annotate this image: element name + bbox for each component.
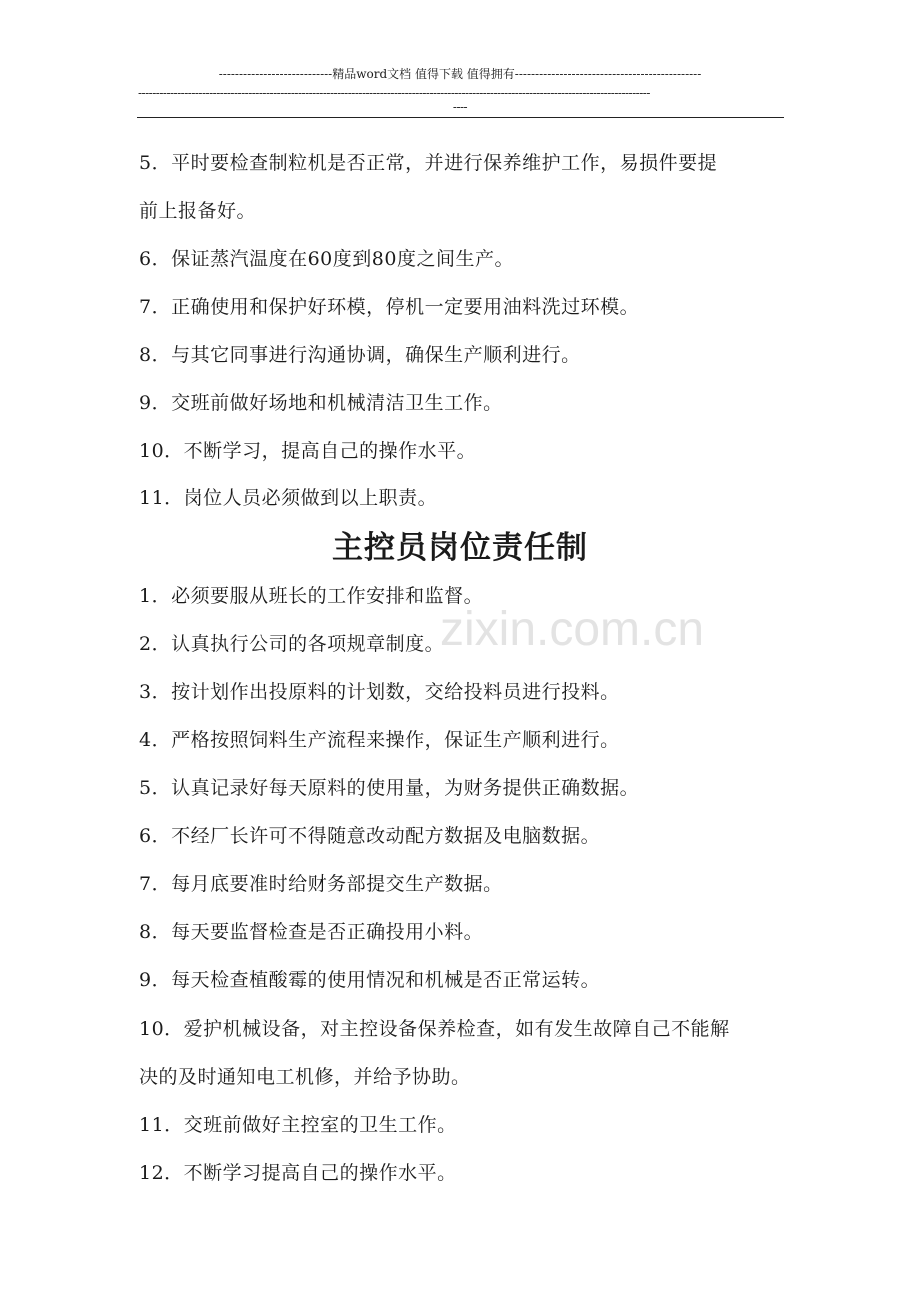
list-item: 11．岗位人员必须做到以上职责。 <box>139 487 438 509</box>
list-item: 8．与其它同事进行沟通协调，确保生产顺利进行。 <box>139 344 581 366</box>
list-item: 4．严格按照饲料生产流程来操作，保证生产顺利进行。 <box>139 729 620 751</box>
list-item: 7．正确使用和保护好环模，停机一定要用油料洗过环模。 <box>139 296 640 318</box>
section-title: 主控员岗位责任制 <box>332 530 588 566</box>
header-dash-tail: ---- <box>452 100 468 114</box>
list-item: 6．保证蒸汽温度在60度到80度之间生产。 <box>139 248 514 270</box>
list-item: 12．不断学习提高自己的操作水平。 <box>139 1162 457 1184</box>
list-item: 5．认真记录好每天原料的使用量，为财务提供正确数据。 <box>139 777 640 799</box>
watermark: zixin.com.cn <box>440 603 705 656</box>
header-dash-line: ------------------------------------------------------------------------------------------------------------------------------------------------ <box>138 86 650 100</box>
list-item: 8．每天要监督检查是否正确投用小料。 <box>139 921 484 943</box>
list-item: 3．按计划作出投原料的计划数，交给投料员进行投料。 <box>139 681 620 703</box>
list-item: 7．每月底要准时给财务部提交生产数据。 <box>139 873 503 895</box>
list-item: 11．交班前做好主控室的卫生工作。 <box>139 1114 457 1136</box>
list-item: 1．必须要服从班长的工作安排和监督。 <box>139 585 484 607</box>
list-item: 6．不经厂长许可不得随意改动配方数据及电脑数据。 <box>139 825 601 847</box>
header-banner: ----------------------------精品word文档 值得下载 值得拥有---------------------------------------------- <box>218 67 702 81</box>
header-rule <box>137 117 784 118</box>
list-item: 10．爱护机械设备，对主控设备保养检查，如有发生故障自己不能解 <box>139 1018 730 1040</box>
list-item: 9．每天检查植酸霉的使用情况和机械是否正常运转。 <box>139 969 601 991</box>
list-item: 前上报备好。 <box>139 200 257 222</box>
list-item: 5．平时要检查制粒机是否正常，并进行保养维护工作，易损件要提 <box>139 152 718 174</box>
list-item: 2．认真执行公司的各项规章制度。 <box>139 633 445 655</box>
list-item: 9．交班前做好场地和机械清洁卫生工作。 <box>139 392 503 414</box>
list-item: 决的及时通知电工机修，并给予协助。 <box>139 1066 471 1088</box>
list-item: 10．不断学习，提高自己的操作水平。 <box>139 440 477 462</box>
